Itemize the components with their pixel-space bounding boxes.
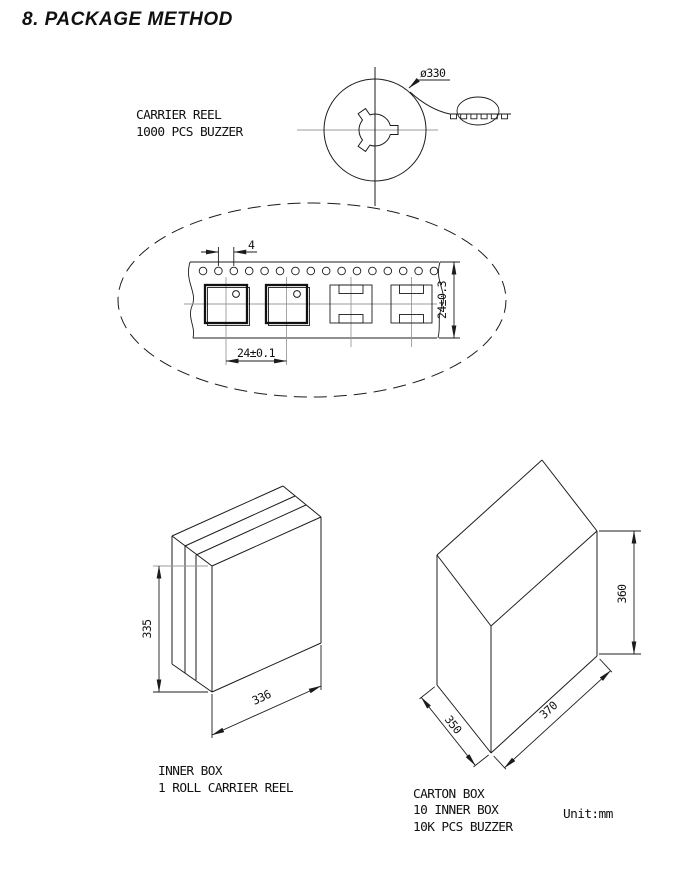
carton-box-label-line3: 10K PCS BUZZER bbox=[413, 820, 513, 835]
inner-box-drawing bbox=[153, 486, 321, 738]
tape-pocket bbox=[461, 114, 467, 119]
tape-pocket bbox=[471, 114, 477, 119]
carton-edge bbox=[437, 460, 542, 555]
sprocket-hole bbox=[369, 267, 377, 275]
sprocket-hole bbox=[199, 267, 207, 275]
sprocket-hole bbox=[245, 267, 253, 275]
sprocket-hole bbox=[215, 267, 223, 275]
page-title: 8. PACKAGE METHOD bbox=[22, 9, 233, 30]
inner-box-height-label: 335 bbox=[140, 619, 154, 639]
inner-box-edge bbox=[212, 643, 321, 692]
inner-box-lid-line bbox=[196, 505, 306, 555]
inner-box-lid-line bbox=[185, 496, 295, 546]
inner-box-edge bbox=[172, 664, 212, 692]
pocket-pitch-label: 24±0.1 bbox=[237, 346, 275, 360]
carrier-reel-drawing bbox=[297, 67, 511, 206]
inner-box-edge bbox=[212, 517, 321, 566]
reel-label-line2: 1000 PCS BUZZER bbox=[136, 125, 243, 140]
inner-box-edge bbox=[172, 486, 283, 536]
reel-label-line1: CARRIER REEL bbox=[136, 108, 222, 123]
carton-edge bbox=[437, 555, 491, 626]
tape-pocket bbox=[502, 114, 508, 119]
buzzer-sound-hole bbox=[294, 291, 301, 298]
carton-width-label: 370 bbox=[536, 698, 561, 722]
carton-box-label-line2: 10 INNER BOX bbox=[413, 803, 499, 818]
dim-ext-line bbox=[420, 687, 435, 699]
sprocket-hole bbox=[261, 267, 269, 275]
sprocket-hole bbox=[399, 267, 407, 275]
sprocket-hole bbox=[353, 267, 361, 275]
tape-detail-callout-ellipse bbox=[457, 97, 499, 125]
sprocket-hole bbox=[430, 267, 438, 275]
dim-ext-line bbox=[494, 756, 506, 769]
tape-leadout-curve bbox=[410, 92, 450, 114]
sprocket-hole bbox=[338, 267, 346, 275]
tape-pocket bbox=[451, 114, 457, 119]
inner-box-width-label: 336 bbox=[249, 687, 273, 708]
carton-width-dim-line bbox=[505, 671, 611, 768]
sprocket-hole bbox=[276, 267, 284, 275]
tape-pocket bbox=[481, 114, 487, 119]
inner-box-label-line1: INNER BOX bbox=[158, 764, 222, 779]
component-pocket-outline bbox=[269, 288, 310, 326]
dim-ext-line bbox=[600, 659, 612, 672]
carton-height-label: 360 bbox=[615, 584, 629, 604]
sprocket-hole bbox=[384, 267, 392, 275]
sprocket-hole bbox=[230, 267, 238, 275]
dim-ext-line bbox=[474, 755, 489, 767]
carton-depth-dim-line bbox=[421, 697, 475, 765]
reel-diameter-label: ø330 bbox=[420, 66, 446, 80]
unit-note: Unit:mm bbox=[563, 807, 613, 822]
carton-edge bbox=[491, 531, 597, 626]
carton-box-label-line1: CARTON BOX bbox=[413, 787, 485, 802]
sprocket-hole bbox=[322, 267, 330, 275]
tape-width-label: 24±0.3 bbox=[435, 281, 449, 319]
sprocket-hole bbox=[307, 267, 315, 275]
sprocket-pitch-label: 4 bbox=[248, 238, 255, 252]
carton-edge bbox=[542, 460, 597, 531]
tape-left-break-line bbox=[188, 262, 193, 338]
inner-box-label-line2: 1 ROLL CARRIER REEL bbox=[158, 781, 293, 796]
diameter-leader-arrow bbox=[409, 80, 418, 88]
sprocket-hole bbox=[415, 267, 423, 275]
buzzer-sound-hole bbox=[233, 291, 240, 298]
sprocket-hole bbox=[292, 267, 300, 275]
component-pocket-outline bbox=[208, 288, 250, 326]
carton-depth-label: 350 bbox=[441, 712, 465, 737]
